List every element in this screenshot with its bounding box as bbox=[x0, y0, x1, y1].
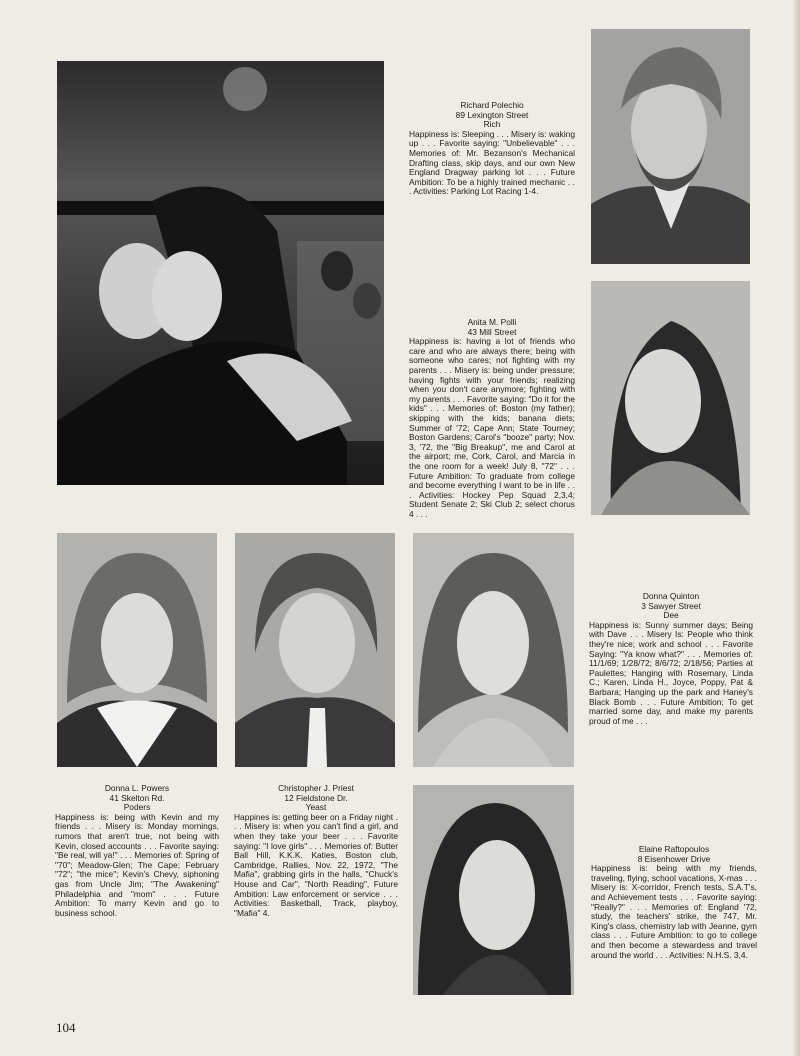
portrait-donna-quinton bbox=[413, 533, 574, 767]
candid-photo bbox=[57, 61, 384, 485]
student-bio: Happiness is: being with Kevin and my friends . . . Misery is: Monday mornings, rumors that aren't true, not being with Kevin, closed accounts . . . Favorite saying: "Be real, will ya!" . . . Memories of: Spring of "70"; Meadow-Glen; The Cape; February "72"; "the mice"; Kevin's Chevy, siphoning gas from Uncle Jim; "The Awakening" Philadelphia and "mom" . . . Future Ambition: To marry Kevin and go to business school. bbox=[55, 811, 219, 918]
portrait-anita-polli bbox=[591, 281, 750, 515]
student-name: Richard Polechio bbox=[460, 100, 524, 110]
student-address: 41 Skelton Rd. bbox=[109, 792, 165, 803]
caption-donna-powers bbox=[55, 784, 219, 918]
caption-richard-polechio bbox=[409, 101, 575, 197]
caption-christopher-priest bbox=[234, 784, 398, 918]
portrait-richard-polechio bbox=[591, 29, 750, 264]
student-address: 12 Fieldstone Dr. bbox=[284, 792, 348, 803]
student-name: Elaine Raftopoulos bbox=[638, 844, 710, 854]
caption-elaine-raftopoulos bbox=[591, 845, 757, 960]
student-bio: Happiness is: being with my friends, traveling, flying, school vacations, X-mas . . . Misery is: X-corridor, French tests, S.A.T's, and Achievement tests . . . Favorite saying: "Really?" . . . Memories of: England '72, study, the teachers' strike, the 747, Mr. King's class, chemistry lab with Jeanne, gym class . . . Future Ambition: to go to college and then become a stewardess and travel around the world . . . Activities: N.H.S. 3,4. bbox=[591, 863, 757, 960]
student-bio: Happiness is: having a lot of friends who care and who are always there; being with someone who cares; not fighting with my parents . . . Misery is: being under pressure; having fights with your friends; realizing when you don't care anymore; fighting with my parents . . . Favorite saying: "Do it for the kids" . . . Memories of: Boston (my father); skipping with the kids; banana diets; Summer of '72; Cape Ann; State Tourney; Boston Gardens; Carol's "booze" party; Nov. 3, '72, the "Big Breakup", me and Carol at the airport; me, Cork, Carol, and Marcia in the one room for a week! July 8, "72" . . . Future Ambition: To graduate from college and become everything I want to be in life . . . Activities: Hockey Pep Squad 2,3,4; Student Senate 2; Ski Club 2; select chorus 4 . . . bbox=[409, 336, 575, 519]
student-name: Donna Quinton bbox=[642, 591, 700, 601]
student-bio: Happines is: getting beer on a Friday night . . . Misery is: when you can't find a girl, and when they take your beer . . . Favorite saying: "I love girls" . . . Memories of: Butter Ball Hill, K.K.K. Katies, Boston club, Cambridge, Rallies, Nov. 22, 1972, "The Mafia", grabbing girls in the halls, "Chuck's House and Car", "North Reading", Future Ambition: Law enforcement or service . . . Activities: Basketball, Track, playboy, "Mafia" 4. bbox=[234, 811, 398, 918]
student-name: Donna L. Powers bbox=[104, 783, 170, 793]
student-nickname: Poders bbox=[123, 802, 151, 813]
student-nickname: Rich bbox=[483, 119, 501, 130]
student-bio: Happiness is: Sunny summer days; Being with Dave . . . Misery Is: People who think they're nice; work and school . . . Favorite Saying: "Ya know what?" . . . Memories of: 11/1/69; 1/28/72; 8/6/72; 2/18/56; Parties at Paulettes; Hanging with Rosemary, Linda C.; Karen, Linda H., Joyce, Poppy, Pat & Barbara; Hanging up the park and Haney's Black Bomb . . . Future Ambition; To get married some day, and make my parents proud of me . . . bbox=[589, 619, 753, 726]
student-address: 3 Sawyer Street bbox=[641, 600, 701, 611]
portrait-donna-powers bbox=[57, 533, 217, 767]
caption-anita-polli bbox=[409, 318, 575, 519]
page-number: 104 bbox=[56, 1020, 76, 1035]
page-edge bbox=[794, 0, 800, 1056]
student-name: Anita M. Polli bbox=[467, 317, 517, 327]
student-nickname: Yeast bbox=[305, 802, 327, 813]
student-address: 89 Lexington Street bbox=[455, 109, 529, 120]
student-name: Christopher J. Priest bbox=[278, 783, 354, 793]
student-nickname: Dee bbox=[663, 610, 679, 621]
portrait-elaine-raftopoulos bbox=[413, 785, 574, 995]
portrait-christopher-priest bbox=[235, 533, 395, 767]
student-address: 43 Mill Street bbox=[467, 326, 517, 337]
student-address: 8 Eisenhower Drive bbox=[637, 853, 711, 864]
student-bio: Happiness is: Sleeping . . . Misery is: waking up . . . Favorite saying: "Unbelievable" . . . Memories of: Mr. Bezanson's Mechanical Drafting class, skip days, and our own New England Dragway parking lot . . . Future Ambition: To be a highly trained mechanic . . . Activities: Parking Lot Racing 1-4. bbox=[409, 128, 575, 197]
caption-donna-quinton bbox=[589, 592, 753, 726]
